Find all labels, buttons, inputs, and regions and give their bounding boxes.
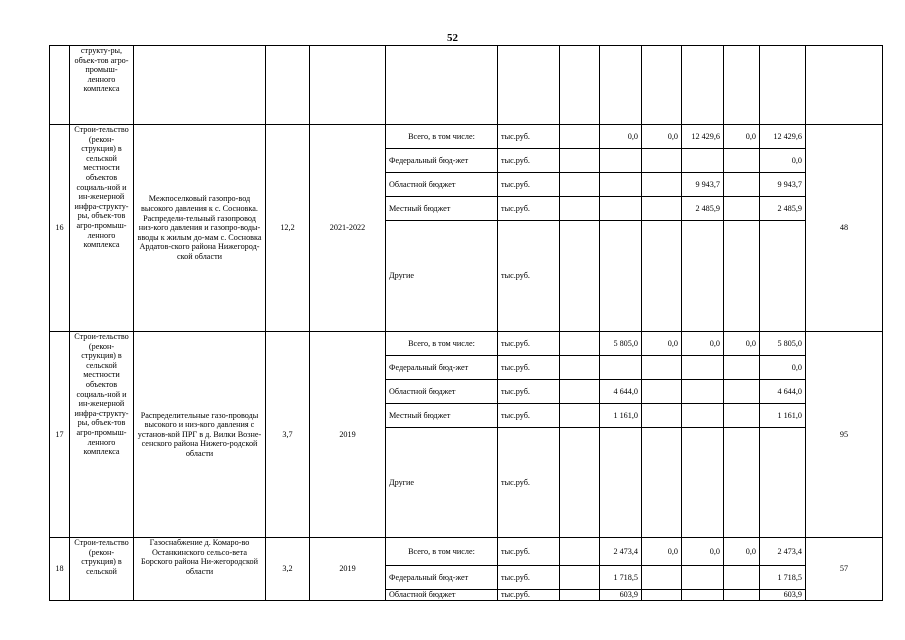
value-cell: 0,0 <box>600 125 642 149</box>
funding-source: Всего, в том числе: <box>386 332 498 356</box>
page-number: 52 <box>447 32 458 44</box>
value-cell <box>724 380 760 404</box>
project-period: 2019 <box>310 538 386 601</box>
value-cell <box>682 149 724 173</box>
total-cell: 0,0 <box>760 356 806 380</box>
project-number: 16 <box>50 125 70 332</box>
project-number: 17 <box>50 332 70 538</box>
project-type-cell: Строи-тельство (рекон-струкция) в сельской местности объектов социаль-ной и ин-женерной инфра-структу-ры, объек-тов агро-промыш-ленного комплекса <box>70 332 134 538</box>
funding-source: Местный бюджет <box>386 197 498 221</box>
value-cell <box>560 332 600 356</box>
project-name-cell: Распределительные газо-проводы высокого и низ-кого давления с установ-кой ПРГ в д. Вилки Возне-сенского района Нижего-родской области <box>134 332 266 538</box>
total-cell: 603,9 <box>760 590 806 601</box>
value-cell <box>642 197 682 221</box>
value-cell <box>560 590 600 601</box>
value-cell <box>642 404 682 428</box>
value-cell <box>600 356 642 380</box>
value-cell <box>560 566 600 590</box>
table-row <box>50 125 883 149</box>
value-cell <box>724 428 760 538</box>
unit-cell: тыс.руб. <box>498 197 560 221</box>
project-length: 3,2 <box>266 538 310 601</box>
value-cell: 4 644,0 <box>600 380 642 404</box>
value-cell: 0,0 <box>724 125 760 149</box>
value-cell <box>642 221 682 332</box>
value-cell: 0,0 <box>682 332 724 356</box>
value-cell <box>560 149 600 173</box>
investment-table <box>49 45 883 601</box>
funding-source: Областной бюджет <box>386 590 498 601</box>
value-cell <box>600 428 642 538</box>
project-result: 95 <box>806 332 883 538</box>
value-cell <box>600 197 642 221</box>
value-cell <box>724 590 760 601</box>
value-cell <box>642 356 682 380</box>
value-cell <box>682 221 724 332</box>
total-cell: 2 473,4 <box>760 538 806 566</box>
funding-source: Областной бюджет <box>386 380 498 404</box>
funding-source: Местный бюджет <box>386 404 498 428</box>
funding-source: Всего, в том числе: <box>386 125 498 149</box>
project-period: 2019 <box>310 332 386 538</box>
unit-cell: тыс.руб. <box>498 404 560 428</box>
unit-cell: тыс.руб. <box>498 356 560 380</box>
value-cell <box>600 173 642 197</box>
value-cell: 0,0 <box>724 538 760 566</box>
funding-source: Областной бюджет <box>386 173 498 197</box>
value-cell <box>724 149 760 173</box>
unit-cell: тыс.руб. <box>498 125 560 149</box>
project-type-cell: Строи-тельство (рекон-струкция) в сельской <box>70 538 134 601</box>
value-cell: 1 161,0 <box>600 404 642 428</box>
unit-cell: тыс.руб. <box>498 590 560 601</box>
value-cell <box>642 428 682 538</box>
value-cell <box>724 221 760 332</box>
unit-cell: тыс.руб. <box>498 221 560 332</box>
value-cell: 0,0 <box>724 332 760 356</box>
unit-cell: тыс.руб. <box>498 332 560 356</box>
value-cell <box>682 428 724 538</box>
project-result: 57 <box>806 538 883 601</box>
funding-source: Другие <box>386 428 498 538</box>
value-cell <box>642 590 682 601</box>
unit-cell: тыс.руб. <box>498 173 560 197</box>
value-cell: 0,0 <box>682 538 724 566</box>
unit-cell: тыс.руб. <box>498 538 560 566</box>
total-cell: 1 161,0 <box>760 404 806 428</box>
value-cell <box>724 404 760 428</box>
unit-cell: тыс.руб. <box>498 149 560 173</box>
project-length: 12,2 <box>266 125 310 332</box>
table-row-carry <box>50 46 883 125</box>
value-cell: 0,0 <box>642 125 682 149</box>
funding-source: Всего, в том числе: <box>386 538 498 566</box>
funding-source: Другие <box>386 221 498 332</box>
project-number: 18 <box>50 538 70 601</box>
total-cell: 9 943,7 <box>760 173 806 197</box>
value-cell: 1 718,5 <box>600 566 642 590</box>
value-cell <box>682 566 724 590</box>
value-cell: 12 429,6 <box>682 125 724 149</box>
value-cell <box>560 404 600 428</box>
value-cell <box>682 404 724 428</box>
value-cell: 5 805,0 <box>600 332 642 356</box>
value-cell: 2 473,4 <box>600 538 642 566</box>
unit-cell: тыс.руб. <box>498 566 560 590</box>
value-cell: 0,0 <box>642 538 682 566</box>
project-result: 48 <box>806 125 883 332</box>
value-cell <box>682 356 724 380</box>
table-row <box>50 332 883 356</box>
project-type-cell: Строи-тельство (рекон-струкция) в сельской местности объектов социаль-ной и ин-женерной инфра-структу-ры, объек-тов агро-промыш-ленного комплекса <box>70 125 134 332</box>
total-cell: 2 485,9 <box>760 197 806 221</box>
value-cell: 9 943,7 <box>682 173 724 197</box>
total-cell <box>760 221 806 332</box>
value-cell <box>560 173 600 197</box>
value-cell <box>642 566 682 590</box>
value-cell <box>724 566 760 590</box>
total-cell: 12 429,6 <box>760 125 806 149</box>
unit-cell: тыс.руб. <box>498 428 560 538</box>
value-cell: 2 485,9 <box>682 197 724 221</box>
value-cell <box>642 380 682 404</box>
value-cell: 0,0 <box>642 332 682 356</box>
value-cell <box>682 590 724 601</box>
value-cell <box>724 197 760 221</box>
value-cell: 603,9 <box>600 590 642 601</box>
value-cell <box>600 149 642 173</box>
value-cell <box>560 125 600 149</box>
total-cell: 1 718,5 <box>760 566 806 590</box>
funding-source: Федеральный бюд-жет <box>386 149 498 173</box>
value-cell <box>560 197 600 221</box>
total-cell: 5 805,0 <box>760 332 806 356</box>
value-cell <box>724 173 760 197</box>
value-cell <box>642 173 682 197</box>
value-cell <box>600 221 642 332</box>
value-cell <box>642 149 682 173</box>
unit-cell: тыс.руб. <box>498 380 560 404</box>
value-cell <box>560 428 600 538</box>
project-type-cell: структу-ры, объек-тов агро-промыш-ленного комплекса <box>70 46 134 125</box>
project-name-cell: Межпоселковый газопро-вод высокого давления к с. Сосновка. Распредели-тельный газопровод низ-кого давления и газопро-воды-вводы к жилым до-мам с. Сосновка Ардатов-ского района Нижегород-ской области <box>134 125 266 332</box>
table-row <box>50 538 883 566</box>
funding-source: Федеральный бюд-жет <box>386 356 498 380</box>
total-cell: 4 644,0 <box>760 380 806 404</box>
value-cell <box>560 356 600 380</box>
project-length: 3,7 <box>266 332 310 538</box>
value-cell <box>560 380 600 404</box>
value-cell <box>724 356 760 380</box>
total-cell: 0,0 <box>760 149 806 173</box>
project-name-cell: Газоснабжение д. Комаро-во Останкинского сельсо-вета Борского района Ни-жегородской области <box>134 538 266 601</box>
project-period: 2021-2022 <box>310 125 386 332</box>
value-cell <box>682 380 724 404</box>
value-cell <box>560 538 600 566</box>
total-cell <box>760 428 806 538</box>
funding-source: Федеральный бюд-жет <box>386 566 498 590</box>
value-cell <box>560 221 600 332</box>
